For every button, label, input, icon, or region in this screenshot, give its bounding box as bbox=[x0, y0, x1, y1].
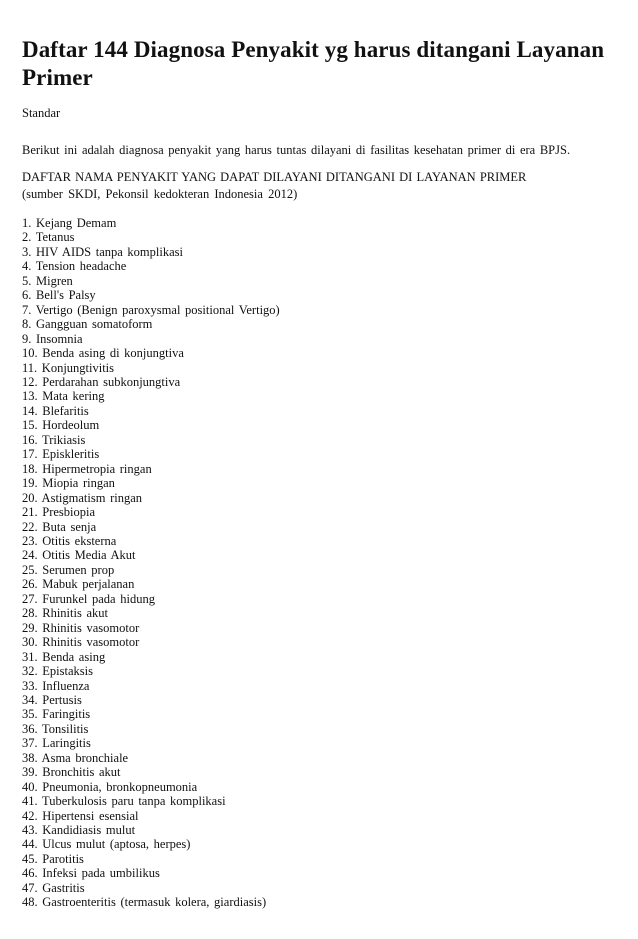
list-item: 26. Mabuk perjalanan bbox=[22, 577, 135, 592]
list-item: 23. Otitis eksterna bbox=[22, 533, 117, 548]
list-item: 8. Gangguan somatoform bbox=[22, 317, 153, 332]
list-item: 24. Otitis Media Akut bbox=[22, 548, 136, 563]
list-item: 41. Tuberkulosis paru tanpa komplikasi bbox=[22, 794, 226, 809]
list-item: 33. Influenza bbox=[22, 678, 90, 693]
list-item: 10. Benda asing di konjungtiva bbox=[22, 346, 184, 361]
list-item: 42. Hipertensi esensial bbox=[22, 808, 139, 823]
list-item: 46. Infeksi pada umbilikus bbox=[22, 866, 160, 881]
list-item: 15. Hordeolum bbox=[22, 418, 100, 433]
list-item: 2. Tetanus bbox=[22, 230, 75, 245]
list-heading: DAFTAR NAMA PENYAKIT YANG DAPAT DILAYANI DITANGANI DI LAYANAN PRIMER bbox=[22, 170, 527, 184]
list-item: 3. HIV AIDS tanpa komplikasi bbox=[22, 244, 183, 259]
list-item: 35. Faringitis bbox=[22, 707, 91, 722]
list-item: 9. Insomnia bbox=[22, 331, 83, 346]
list-item: 6. Bell's Palsy bbox=[22, 288, 96, 303]
list-item: 32. Epistaksis bbox=[22, 664, 93, 679]
list-item: 5. Migren bbox=[22, 273, 73, 288]
list-item: 22. Buta senja bbox=[22, 519, 97, 534]
list-item: 40. Pneumonia, bronkopneumonia bbox=[22, 779, 198, 794]
list-item: 44. Ulcus mulut (aptosa, herpes) bbox=[22, 837, 191, 852]
list-item: 43. Kandidiasis mulut bbox=[22, 823, 136, 838]
list-item: 30. Rhinitis vasomotor bbox=[22, 635, 140, 650]
list-item: 17. Episkleritis bbox=[22, 447, 100, 462]
list-item: 7. Vertigo (Benign paroxysmal positional Vertigo) bbox=[22, 302, 280, 317]
list-item: 37. Laringitis bbox=[22, 736, 91, 751]
list-item: 39. Bronchitis akut bbox=[22, 765, 121, 780]
subtitle: Standar bbox=[22, 106, 61, 120]
list-item: 16. Trikiasis bbox=[22, 432, 86, 447]
document-page bbox=[22, 36, 622, 910]
list-item: 45. Parotitis bbox=[22, 851, 84, 866]
list-item: 25. Serumen prop bbox=[22, 562, 115, 577]
list-item: 34. Pertusis bbox=[22, 692, 82, 707]
list-item: 27. Furunkel pada hidung bbox=[22, 591, 155, 606]
list-item: 4. Tension headache bbox=[22, 259, 127, 274]
list-item: 1. Kejang Demam bbox=[22, 216, 117, 230]
disease-list bbox=[22, 216, 622, 910]
list-item: 13. Mata kering bbox=[22, 389, 105, 404]
list-item: 28. Rhinitis akut bbox=[22, 606, 108, 621]
list-item: 38. Asma bronchiale bbox=[22, 750, 129, 765]
list-item: 47. Gastritis bbox=[22, 880, 85, 895]
intro-paragraph: Berikut ini adalah diagnosa penyakit yang harus tuntas dilayani di fasilitas kesehatan primer di era BPJS. bbox=[22, 143, 571, 157]
list-item: 14. Blefaritis bbox=[22, 403, 89, 418]
list-item: 11. Konjungtivitis bbox=[22, 360, 115, 375]
list-item: 21. Presbiopia bbox=[22, 505, 96, 520]
list-item: 19. Miopia ringan bbox=[22, 476, 115, 491]
list-item: 29. Rhinitis vasomotor bbox=[22, 620, 140, 635]
source-note: (sumber SKDI, Pekonsil kedokteran Indonesia 2012) bbox=[22, 187, 298, 201]
list-item: 36. Tonsilitis bbox=[22, 721, 89, 736]
list-item: 31. Benda asing bbox=[22, 649, 106, 664]
page-title: Daftar 144 Diagnosa Penyakit yg harus ditangani Layanan Primer bbox=[22, 37, 605, 90]
list-item: 20. Astigmatism ringan bbox=[22, 490, 143, 505]
list-item: 12. Perdarahan subkonjungtiva bbox=[22, 374, 181, 389]
list-item: 48. Gastroenteritis (termasuk kolera, giardiasis) bbox=[22, 895, 267, 910]
list-item: 18. Hipermetropia ringan bbox=[22, 461, 152, 476]
